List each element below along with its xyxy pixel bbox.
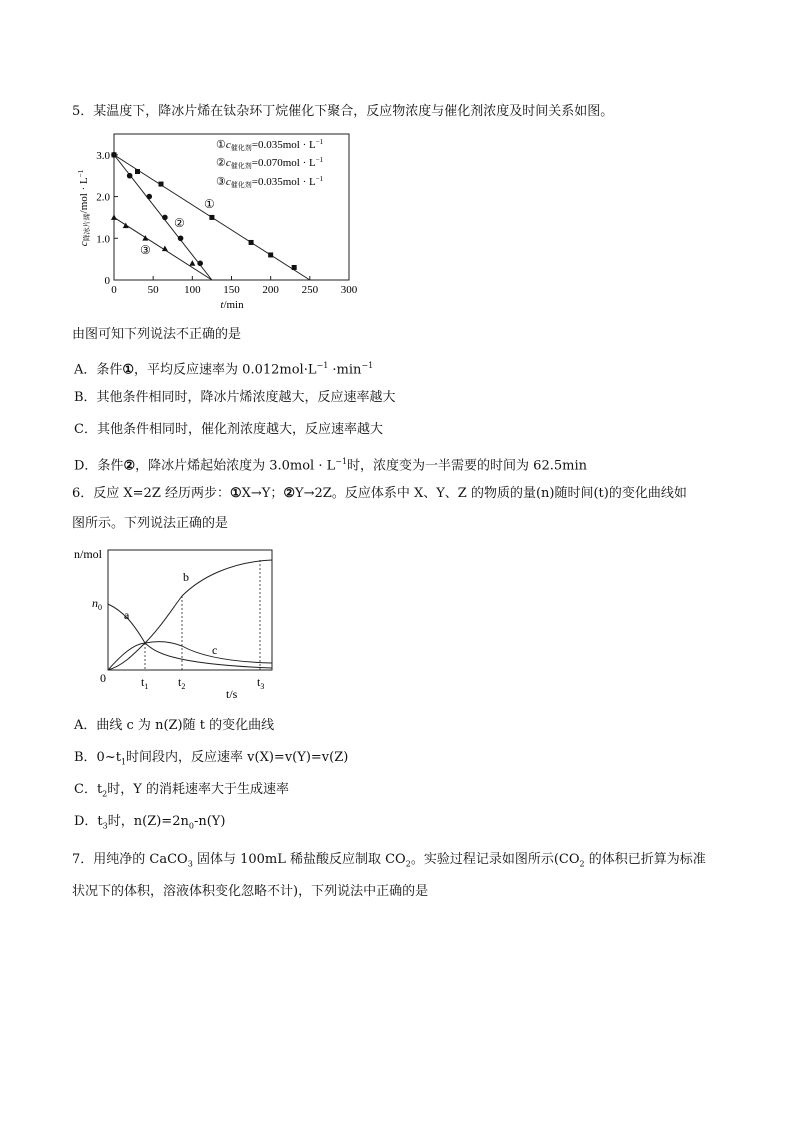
q6-option-d: D．$t_3$时，$n(Z)=2n_0-n(Y)$ <box>74 814 226 831</box>
q6-stem-line2: 图所示。下列说法正确的是 <box>72 516 229 531</box>
svg-text:c降冰片烯/mol · L−1: c降冰片烯$/mol \cdot L^{-1}$ <box>77 169 91 247</box>
q6-option-c: C．$t_2$时，Y 的消耗速率大于生成速率 <box>74 782 289 799</box>
x-tick-label: 50 <box>147 284 159 296</box>
series-1-point <box>159 182 164 187</box>
y-axis-label <box>77 169 91 246</box>
q7-stem-line2: 状况下的体积，溶液体积变化忽略不计)，下列说法中正确的是 <box>72 884 429 899</box>
x-tick-label: 100 <box>184 284 201 296</box>
x-tick-label: 300 <box>340 284 358 296</box>
series-2-point <box>162 215 168 221</box>
curve-a-label: a <box>124 608 130 622</box>
q5-legend <box>216 138 324 189</box>
q5-option-b: B．其他条件相同时，降冰片烯浓度越大，反应速率越大 <box>74 390 396 405</box>
t3-label: $t_3$ <box>257 675 265 691</box>
series-1-point <box>268 252 273 257</box>
series-1-label: ① <box>204 197 215 211</box>
x-tick-label: 250 <box>301 284 319 296</box>
q5-question: 由图可知下列说法不正确的是 <box>72 327 242 342</box>
x-tick-label: 200 <box>262 284 279 296</box>
y-tick-label: 3.0 <box>96 149 110 162</box>
curve-c <box>108 642 272 670</box>
x-tick-label: 150 <box>223 284 240 296</box>
curve-b-label: b <box>183 570 189 584</box>
series-2-point <box>111 152 117 158</box>
y-tick-label: 0 <box>104 275 110 287</box>
q6-chart <box>70 540 290 705</box>
series-3-label: ③ <box>140 243 151 257</box>
curve-a <box>108 604 272 668</box>
q6-x-axis-label: t/s <box>226 687 238 701</box>
q5-stem: 5．某温度下，降冰片烯在钛杂环丁烷催化下聚合，反应物浓度与催化剂浓度及时间关系如图。 <box>72 104 614 119</box>
series-1-point <box>209 215 214 220</box>
q6-origin-label: 0 <box>100 671 106 685</box>
curve-c-label: c <box>212 643 218 657</box>
series-1-point <box>292 265 297 270</box>
q7-stem-line1: 7．用纯净的 CaCO$_3$ 固体与 100mL 稀盐酸反应制取 $CO_2$。实验过程记录如图所示($CO_2$ 的体积已折算为标准 <box>72 852 706 869</box>
curve-b <box>108 560 272 670</box>
t2-label: $t_2$ <box>178 675 186 691</box>
q6-plot-frame <box>108 550 272 670</box>
q6-y-axis-label: n/mol <box>74 547 103 561</box>
q5-option-a: A．条件①，平均反应速率为 $0.012mol\cdot L^{-1} \cdot\min^{-1}$ <box>74 361 374 378</box>
q6-stem-line1: 6．反应 X=2Z 经历两步：①X→Y；②Y→2Z。反应体系中 X、Y、Z 的物质的量(n)随时间(t)的变化曲线如 <box>72 486 687 501</box>
t1-label: $t_1$ <box>141 675 149 691</box>
series-2-label: ② <box>174 216 185 230</box>
series-3-point <box>111 214 117 220</box>
legend-item-1: ①c催化剂$=0.035mol \cdot L^{-1}$ <box>216 138 324 152</box>
q6-option-a: A．曲线 c 为 n(Z)随 t 的变化曲线 <box>74 718 275 733</box>
q5-chart <box>70 128 370 318</box>
q5-plot-frame <box>114 134 349 280</box>
legend-item-3: ③c催化剂$=0.035mol \cdot L^{-1}$ <box>216 175 324 189</box>
series-1-point <box>135 169 140 174</box>
q5-option-d: D．条件②，降冰片烯起始浓度为 $3.0mol \cdot L^{-1}$时，浓度变为一半需要的时间为 62.5min <box>74 457 587 474</box>
q5-option-c: C．其他条件相同时，催化剂浓度越大，反应速率越大 <box>74 422 383 437</box>
series-2-point <box>197 261 203 267</box>
legend-item-2: ②c催化剂$=0.070mol \cdot L^{-1}$ <box>216 156 324 170</box>
series-2-point <box>146 194 152 200</box>
x-tick-label: 0 <box>111 284 117 296</box>
series-1-point <box>249 240 254 245</box>
series-2-point <box>127 173 133 179</box>
series-3-fit-line <box>114 217 212 280</box>
x-axis-label: t/min <box>220 299 244 311</box>
y-tick-label: 2.0 <box>96 191 110 204</box>
y-tick-label: 1.0 <box>96 233 110 246</box>
series-3-point <box>189 260 195 266</box>
q6-option-b: B．$0\sim t_1$时间段内，反应速率 v(X)=v(Y)=v(Z) <box>74 750 349 767</box>
series-2-point <box>178 235 184 241</box>
q6-n0-label: $n_0$ <box>92 596 102 612</box>
